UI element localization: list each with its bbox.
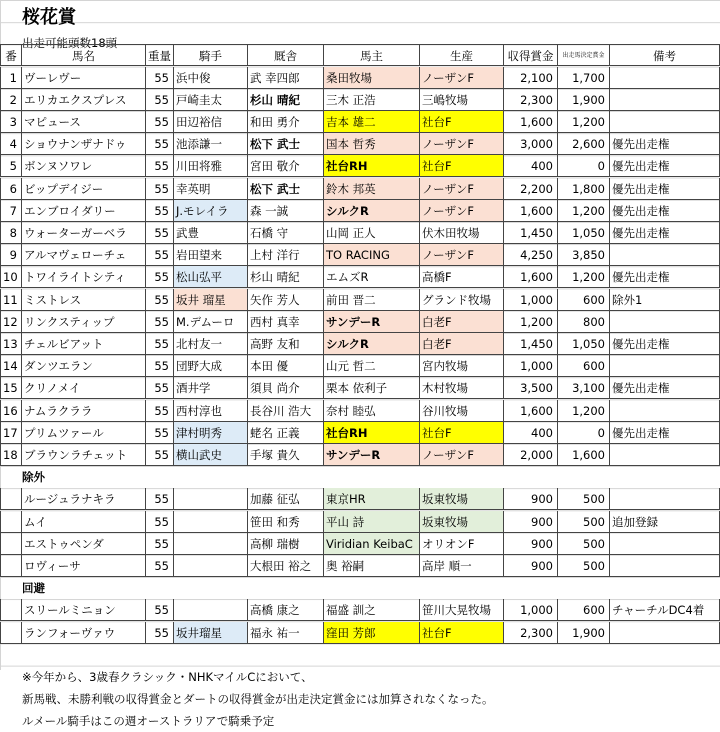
cell-note: 優先出走権 [610, 422, 720, 444]
cell-note [610, 355, 720, 377]
cell-jockey: 団野大成 [174, 355, 248, 377]
cell-horse: エンブロイダリー [22, 200, 146, 222]
cell-weight: 55 [146, 400, 174, 422]
cell-decided: 1,800 [558, 178, 610, 200]
cell-weight: 55 [146, 289, 174, 311]
cell-trainer: 森 一誠 [248, 200, 324, 222]
cell-breeder: オリオンF [420, 533, 504, 555]
cell-breeder: 木村牧場 [420, 377, 504, 399]
cell-trainer: 大根田 裕之 [248, 555, 324, 577]
cell-horse: ムイ [22, 511, 146, 533]
cell-earnings: 2,300 [504, 622, 558, 644]
cell-horse: ヴーレヴー [22, 67, 146, 89]
cell-no: 4 [0, 133, 22, 155]
cell-trainer: 手塚 貴久 [248, 444, 324, 466]
cell-breeder: 高橋F [420, 266, 504, 288]
cell-horse: エリカエクスプレス [22, 89, 146, 111]
cell-decided: 1,200 [558, 266, 610, 288]
cell-earnings: 2,300 [504, 89, 558, 111]
cell-earnings: 1,000 [504, 599, 558, 621]
cell-weight: 55 [146, 599, 174, 621]
cell-no: 15 [0, 377, 22, 399]
cell-decided: 1,050 [558, 333, 610, 355]
table-row [0, 444, 720, 466]
cell-jockey: 横山武史 [174, 444, 248, 466]
cell-weight: 55 [146, 178, 174, 200]
cell-breeder: 坂東牧場 [420, 488, 504, 510]
cell-owner: Viridian KeibaC [324, 533, 420, 555]
cell-note [610, 444, 720, 466]
cell-breeder: ノーザンF [420, 200, 504, 222]
cell-note: 優先出走権 [610, 155, 720, 177]
cell-decided: 1,600 [558, 444, 610, 466]
cell-jockey: 田辺裕信 [174, 111, 248, 133]
header-jockey: 騎手 [174, 44, 248, 66]
cell-trainer: 宮田 敬介 [248, 155, 324, 177]
cell-note: 優先出走権 [610, 266, 720, 288]
table-row [0, 200, 720, 222]
cell-jockey: 池添謙一 [174, 133, 248, 155]
cell-trainer: 武 幸四郎 [248, 67, 324, 89]
cell-decided: 600 [558, 599, 610, 621]
cell-trainer: 福永 祐一 [248, 622, 324, 644]
cell-decided: 800 [558, 311, 610, 333]
cell-decided: 1,200 [558, 111, 610, 133]
cell-owner: 東京HR [324, 488, 420, 510]
cell-jockey [174, 555, 248, 577]
cell-breeder: ノーザンF [420, 133, 504, 155]
cell-jockey: 酒井学 [174, 377, 248, 399]
cell-note [610, 311, 720, 333]
cell-note: 優先出走権 [610, 200, 720, 222]
table-row [0, 222, 720, 244]
cell-trainer: 矢作 芳人 [248, 289, 324, 311]
cell-note: 追加登録 [610, 511, 720, 533]
cell-horse: ミストレス [22, 289, 146, 311]
cell-earnings: 1,450 [504, 222, 558, 244]
cell-trainer: 松下 武士 [248, 133, 324, 155]
cell-note: 優先出走権 [610, 333, 720, 355]
cell-horse: チェルビアット [22, 333, 146, 355]
cell-owner: 山岡 正人 [324, 222, 420, 244]
cell-note [610, 622, 720, 644]
header-earnings: 収得賞金 [504, 44, 558, 66]
cell-owner: 三木 正浩 [324, 89, 420, 111]
cell-earnings: 4,250 [504, 244, 558, 266]
cell-note: 優先出走権 [610, 377, 720, 399]
cell-owner: エムズR [324, 266, 420, 288]
cell-no: 2 [0, 89, 22, 111]
cell-no: 18 [0, 444, 22, 466]
cell-decided: 0 [558, 422, 610, 444]
table-row [0, 555, 720, 577]
cell-no: 17 [0, 422, 22, 444]
cell-note [610, 111, 720, 133]
cell-weight: 55 [146, 266, 174, 288]
cell-no: 16 [0, 400, 22, 422]
cell-no: 7 [0, 200, 22, 222]
cell-horse: マピュース [22, 111, 146, 133]
cell-earnings: 900 [504, 533, 558, 555]
cell-jockey: 戸崎圭太 [174, 89, 248, 111]
cell-jockey: J.モレイラ [174, 200, 248, 222]
cell-note [610, 533, 720, 555]
cell-trainer: 杉山 晴紀 [248, 89, 324, 111]
cell-no: 12 [0, 311, 22, 333]
cell-no: 8 [0, 222, 22, 244]
table-row [0, 377, 720, 399]
cell-trainer: 石橋 守 [248, 222, 324, 244]
cell-no [0, 555, 22, 577]
cell-decided: 3,850 [558, 244, 610, 266]
cell-note: 優先出走権 [610, 178, 720, 200]
table-row [0, 599, 720, 621]
header-note: 備考 [610, 44, 720, 66]
table-row [0, 511, 720, 533]
cell-jockey: 津村明秀 [174, 422, 248, 444]
header-owner: 馬主 [324, 44, 420, 66]
cell-jockey [174, 488, 248, 510]
cell-owner: 前田 晋二 [324, 289, 420, 311]
cell-decided: 500 [558, 488, 610, 510]
cell-horse: ビップデイジー [22, 178, 146, 200]
cell-decided: 600 [558, 289, 610, 311]
page-subtitle: 出走可能頭数18頭 [22, 36, 118, 50]
cell-no [0, 622, 22, 644]
cell-trainer: 笹田 和秀 [248, 511, 324, 533]
cell-horse: ロヴィーサ [22, 555, 146, 577]
cell-weight: 55 [146, 622, 174, 644]
cell-breeder: 伏木田牧場 [420, 222, 504, 244]
cell-breeder: ノーザンF [420, 244, 504, 266]
table-row [0, 533, 720, 555]
cell-horse: プリムツァール [22, 422, 146, 444]
cell-earnings: 1,600 [504, 266, 558, 288]
cell-trainer: 松下 武士 [248, 178, 324, 200]
cell-horse: ナムラクララ [22, 400, 146, 422]
cell-note: チャーチルDC4着 [610, 599, 720, 621]
cell-weight: 55 [146, 355, 174, 377]
cell-breeder: 宮内牧場 [420, 355, 504, 377]
cell-trainer: 須貝 尚介 [248, 377, 324, 399]
header-breeder: 生産 [420, 44, 504, 66]
cell-trainer: 高橋 康之 [248, 599, 324, 621]
cell-note: 優先出走権 [610, 222, 720, 244]
cell-jockey: 浜中俊 [174, 67, 248, 89]
cell-no [0, 511, 22, 533]
cell-earnings: 1,200 [504, 311, 558, 333]
cell-owner: 窪田 芳郎 [324, 622, 420, 644]
cell-breeder: ノーザンF [420, 67, 504, 89]
cell-earnings: 900 [504, 511, 558, 533]
cell-owner: 吉本 雄二 [324, 111, 420, 133]
header-horse: 馬名 [22, 44, 146, 66]
table-row [0, 333, 720, 355]
table-row [0, 133, 720, 155]
cell-owner: 社台RH [324, 155, 420, 177]
cell-owner: 平山 詩 [324, 511, 420, 533]
cell-earnings: 3,000 [504, 133, 558, 155]
table-row [0, 289, 720, 311]
cell-jockey: 幸英明 [174, 178, 248, 200]
cell-weight: 55 [146, 444, 174, 466]
cell-weight: 55 [146, 555, 174, 577]
table-row [0, 111, 720, 133]
cell-horse: クリノメイ [22, 377, 146, 399]
table-row [0, 178, 720, 200]
cell-horse: トワイライトシティ [22, 266, 146, 288]
cell-weight: 55 [146, 377, 174, 399]
cell-jockey: 岩田望来 [174, 244, 248, 266]
cell-breeder: 三嶋牧場 [420, 89, 504, 111]
cell-breeder: 笹川大晃牧場 [420, 599, 504, 621]
cell-no: 5 [0, 155, 22, 177]
cell-owner: 山元 哲二 [324, 355, 420, 377]
cell-owner: 奥 裕嗣 [324, 555, 420, 577]
cell-breeder: 社台F [420, 622, 504, 644]
cell-owner: 鈴木 邦英 [324, 178, 420, 200]
cell-earnings: 900 [504, 488, 558, 510]
cell-decided: 500 [558, 511, 610, 533]
cell-trainer: 高柳 瑞樹 [248, 533, 324, 555]
cell-owner: シルクR [324, 200, 420, 222]
cell-horse: アルマヴェローチェ [22, 244, 146, 266]
cell-earnings: 2,100 [504, 67, 558, 89]
cell-trainer: 西村 真幸 [248, 311, 324, 333]
cell-jockey [174, 511, 248, 533]
cell-decided: 1,200 [558, 200, 610, 222]
cell-weight: 55 [146, 311, 174, 333]
cell-jockey [174, 599, 248, 621]
cell-weight: 55 [146, 222, 174, 244]
cell-jockey [174, 533, 248, 555]
table-row [0, 488, 720, 510]
cell-no: 9 [0, 244, 22, 266]
cell-no: 11 [0, 289, 22, 311]
cell-note [610, 488, 720, 510]
cell-jockey: 坂井瑠星 [174, 622, 248, 644]
cell-no: 3 [0, 111, 22, 133]
cell-horse: ダンツエラン [22, 355, 146, 377]
cell-owner: 福盛 訓之 [324, 599, 420, 621]
footnote: ※今年から、3歳春クラシック・NHKマイルCにおいて、 [22, 670, 313, 684]
cell-note: 除外1 [610, 289, 720, 311]
cell-no: 6 [0, 178, 22, 200]
cell-horse: リンクスティップ [22, 311, 146, 333]
cell-decided: 1,200 [558, 400, 610, 422]
cell-jockey: M.デムーロ [174, 311, 248, 333]
cell-owner: サンデーR [324, 444, 420, 466]
cell-trainer: 和田 勇介 [248, 111, 324, 133]
cell-earnings: 1,600 [504, 111, 558, 133]
cell-trainer: 長谷川 浩大 [248, 400, 324, 422]
cell-owner: 奈村 睦弘 [324, 400, 420, 422]
cell-trainer: 高野 友和 [248, 333, 324, 355]
cell-note [610, 555, 720, 577]
table-row [0, 355, 720, 377]
cell-note [610, 89, 720, 111]
table-row [0, 89, 720, 111]
cell-weight: 55 [146, 511, 174, 533]
cell-jockey: 西村淳也 [174, 400, 248, 422]
cell-decided: 1,900 [558, 89, 610, 111]
cell-breeder: 坂東牧場 [420, 511, 504, 533]
cell-breeder: 社台F [420, 111, 504, 133]
cell-note: 優先出走権 [610, 133, 720, 155]
cell-jockey: 松山弘平 [174, 266, 248, 288]
cell-owner: 桑田牧場 [324, 67, 420, 89]
cell-breeder: 白老F [420, 333, 504, 355]
cell-weight: 55 [146, 67, 174, 89]
cell-weight: 55 [146, 333, 174, 355]
cell-trainer: 上村 洋行 [248, 244, 324, 266]
cell-earnings: 1,000 [504, 289, 558, 311]
cell-no: 1 [0, 67, 22, 89]
cell-earnings: 400 [504, 155, 558, 177]
table-row [0, 67, 720, 89]
cell-breeder: 社台F [420, 155, 504, 177]
table-row [0, 155, 720, 177]
cell-decided: 500 [558, 533, 610, 555]
cell-trainer: 本田 優 [248, 355, 324, 377]
cell-jockey: 北村友一 [174, 333, 248, 355]
cell-earnings: 3,500 [504, 377, 558, 399]
cell-no [0, 533, 22, 555]
table-header-row [0, 44, 720, 66]
cell-no [0, 488, 22, 510]
cell-decided: 3,100 [558, 377, 610, 399]
cell-earnings: 900 [504, 555, 558, 577]
cell-earnings: 1,000 [504, 355, 558, 377]
cell-owner: 栗本 依利子 [324, 377, 420, 399]
cell-decided: 0 [558, 155, 610, 177]
section-excluded: 除外 [22, 470, 45, 485]
cell-horse: スリールミニョン [22, 599, 146, 621]
table-row [0, 400, 720, 422]
cell-breeder: グランド牧場 [420, 289, 504, 311]
cell-owner: TO RACING [324, 244, 420, 266]
cell-horse: ランフォーヴァウ [22, 622, 146, 644]
cell-owner: サンデーR [324, 311, 420, 333]
cell-breeder: ノーザンF [420, 444, 504, 466]
cell-jockey: 坂井 瑠星 [174, 289, 248, 311]
cell-note [610, 67, 720, 89]
cell-weight: 55 [146, 133, 174, 155]
cell-horse: エストゥペンダ [22, 533, 146, 555]
cell-no: 13 [0, 333, 22, 355]
cell-horse: ショウナンザナドゥ [22, 133, 146, 155]
cell-earnings: 1,600 [504, 400, 558, 422]
cell-weight: 55 [146, 89, 174, 111]
table-row [0, 266, 720, 288]
cell-decided: 1,700 [558, 67, 610, 89]
cell-decided: 2,600 [558, 133, 610, 155]
cell-earnings: 2,200 [504, 178, 558, 200]
header-trainer: 厩舎 [248, 44, 324, 66]
cell-earnings: 400 [504, 422, 558, 444]
cell-jockey: 川田将雅 [174, 155, 248, 177]
cell-horse: ブラウンラチェット [22, 444, 146, 466]
cell-earnings: 2,000 [504, 444, 558, 466]
cell-decided: 600 [558, 355, 610, 377]
cell-owner: シルクR [324, 333, 420, 355]
cell-trainer: 加藤 征弘 [248, 488, 324, 510]
cell-horse: ルージュラナキラ [22, 488, 146, 510]
header-no: 番 [0, 44, 22, 66]
cell-decided: 1,050 [558, 222, 610, 244]
section-avoided: 回避 [22, 581, 45, 596]
footnote: ルメール騎手はこの週オーストラリアで騎乗予定 [22, 714, 275, 729]
cell-owner: 社台RH [324, 422, 420, 444]
cell-note [610, 244, 720, 266]
cell-horse: ボンヌソワレ [22, 155, 146, 177]
cell-breeder: 高岸 順一 [420, 555, 504, 577]
cell-breeder: 白老F [420, 311, 504, 333]
cell-weight: 55 [146, 111, 174, 133]
cell-decided: 500 [558, 555, 610, 577]
header-decided: 出走馬決定賞金 [558, 44, 610, 66]
cell-owner: 国本 哲秀 [324, 133, 420, 155]
cell-horse: ウォーターガーベラ [22, 222, 146, 244]
cell-trainer: 蛯名 正義 [248, 422, 324, 444]
cell-note [610, 400, 720, 422]
cell-jockey: 武豊 [174, 222, 248, 244]
cell-no: 14 [0, 355, 22, 377]
cell-trainer: 杉山 晴紀 [248, 266, 324, 288]
cell-weight: 55 [146, 488, 174, 510]
cell-earnings: 1,600 [504, 200, 558, 222]
cell-no: 10 [0, 266, 22, 288]
cell-earnings: 1,450 [504, 333, 558, 355]
table-row [0, 244, 720, 266]
cell-no [0, 599, 22, 621]
cell-weight: 55 [146, 200, 174, 222]
table-row [0, 311, 720, 333]
table-row [0, 622, 720, 644]
cell-decided: 1,900 [558, 622, 610, 644]
table-row [0, 422, 720, 444]
header-weight: 重量 [146, 44, 174, 66]
cell-weight: 55 [146, 244, 174, 266]
cell-breeder: ノーザンF [420, 178, 504, 200]
footnote: 新馬戦、未勝利戦の収得賞金とダートの収得賞金が出走決定賞金には加算されなくなった。 [22, 692, 494, 707]
cell-breeder: 社台F [420, 422, 504, 444]
page-title: 桜花賞 [22, 7, 76, 28]
cell-weight: 55 [146, 155, 174, 177]
cell-weight: 55 [146, 422, 174, 444]
cell-weight: 55 [146, 533, 174, 555]
cell-breeder: 谷川牧場 [420, 400, 504, 422]
